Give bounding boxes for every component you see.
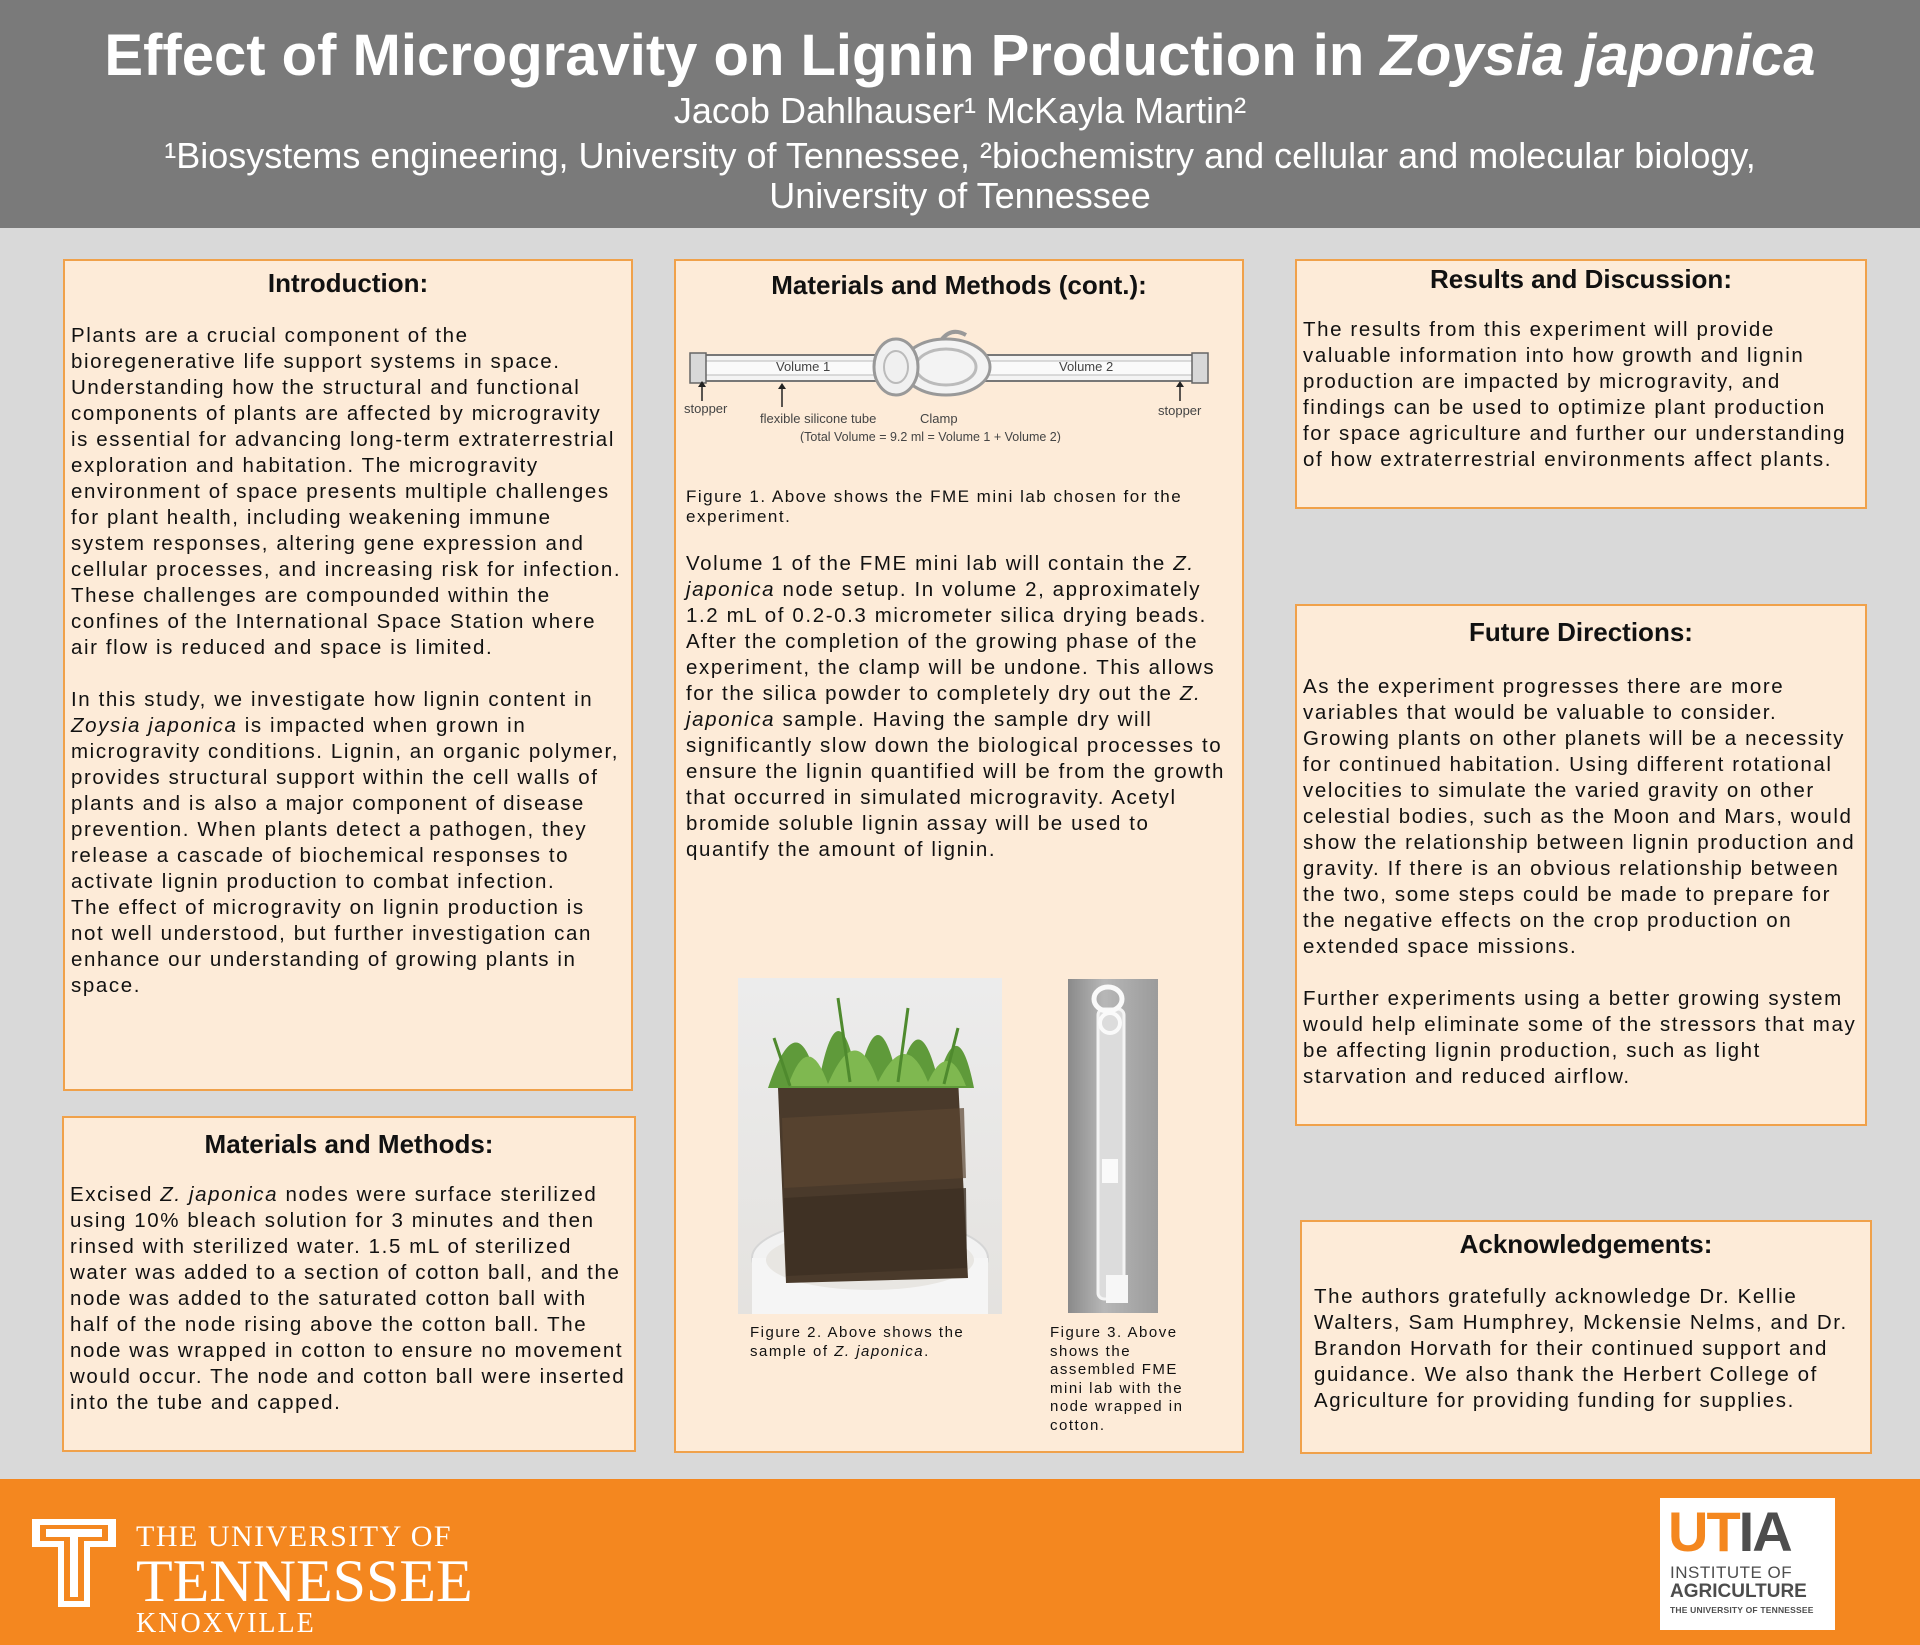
introduction-body xyxy=(65,323,631,999)
utia-logo xyxy=(1660,1498,1835,1630)
utia-line-1: INSTITUTE OF xyxy=(1670,1563,1793,1582)
ut-line-2: TENNESSEE xyxy=(136,1548,473,1614)
title-species: Zoysia japonica xyxy=(1380,23,1816,88)
affiliations xyxy=(0,136,1920,216)
utia-line-3: THE UNIVERSITY OF TENNESSEE xyxy=(1670,1605,1814,1615)
university-wordmark xyxy=(136,1521,473,1639)
fme-mini-lab-photo xyxy=(1068,979,1158,1313)
poster-title xyxy=(0,0,1920,88)
volume-1-label: Volume 1 xyxy=(776,359,831,374)
poster-header xyxy=(0,0,1920,228)
university-of-tennessee-logo xyxy=(28,1509,473,1639)
acknowledgements-title: Acknowledgements: xyxy=(1459,1229,1713,1259)
methods-body xyxy=(64,1182,634,1416)
affiliation-line-1: ¹Biosystems engineering, University of Tennessee, ²biochemistry and cellular and molecular biology, xyxy=(164,135,1756,176)
future-directions-body xyxy=(1297,674,1865,1090)
zoysia-sample-illustration xyxy=(738,978,1002,1314)
fme-mini-lab-diagram xyxy=(684,323,1224,443)
introduction-panel xyxy=(63,259,633,1091)
methods-cont-paragraph-2: After the completion of the growing phase of the experiment, the clamp will be undone. This allows for the silica powder to completely dry out the Z. japonica sample. Having the sample dry will significantly slow down the biological processes to ensure the lignin quantified will be from the growth that occurred in simulated microgravity. Acetyl bromide soluble lignin assay will be used to quantify the amount of lignin. xyxy=(686,630,1226,861)
stopper-left-label: stopper xyxy=(684,401,728,416)
clamp-label: Clamp xyxy=(920,411,958,426)
power-t-icon xyxy=(28,1513,120,1613)
future-directions-panel xyxy=(1295,604,1867,1126)
results-title: Results and Discussion: xyxy=(1430,264,1732,294)
ut-line-3: KNOXVILLE xyxy=(136,1608,316,1639)
fme-mini-lab-illustration xyxy=(1068,979,1158,1313)
affiliation-line-2: University of Tennessee xyxy=(769,175,1151,216)
results-body: The results from this experiment will provide valuable information into how growth and lignin production are impacted by microgravity, and findings can be used to optimize plant production for space agriculture and further our understanding of how extraterrestrial environments affect plants. xyxy=(1303,318,1847,471)
future-directions-paragraph-2: Further experiments using a better growing system would help eliminate some of the stressors that may be affecting lignin production, such as light starvation and reduced airflow. xyxy=(1303,987,1857,1088)
ut-line-1: THE UNIVERSITY OF xyxy=(136,1520,453,1553)
left-stopper-shape xyxy=(690,353,706,383)
future-directions-title: Future Directions: xyxy=(1469,617,1693,647)
total-volume-label: (Total Volume = 9.2 ml = Volume 1 + Volume 2) xyxy=(800,430,1061,443)
authors: Jacob Dahlhauser¹ McKayla Martin² xyxy=(673,90,1247,131)
methods-cont-paragraph-1: Volume 1 of the FME mini lab will contain the Z. japonica node setup. In volume 2, approximately 1.2 mL of 0.2-0.3 micrometer silica drying beads. xyxy=(686,552,1207,627)
poster-footer xyxy=(0,1479,1920,1645)
stopper-right-label: stopper xyxy=(1158,403,1202,418)
zoysia-sample-photo xyxy=(738,978,1002,1314)
methods-cont-body xyxy=(680,551,1240,863)
methods-paragraph: Excised Z. japonica nodes were surface sterilized using 10% bleach solution for 3 minutes and then rinsed with sterilized water. 1.5 mL of sterilized water was added to a section of cotton ball, and the node was added to the saturated cotton ball with half of the node rising above the cotton ball. The node was wrapped in cotton to ensure no movement would occur. The node and cotton ball were inserted into the tube and capped. xyxy=(70,1183,626,1414)
introduction-title: Introduction: xyxy=(267,268,429,298)
methods-cont-panel xyxy=(674,259,1244,1453)
utia-mark: UTIA xyxy=(1668,1500,1791,1563)
clamp-shape xyxy=(874,332,990,395)
acknowledgements-body: The authors gratefully acknowledge Dr. Kellie Walters, Sam Humphrey, Mckensie Nelms, and Dr. Brandon Horvath for their continued support and guidance. We also thank the Herbert College of Agriculture for providing funding for supplies. xyxy=(1314,1285,1848,1412)
figure-3-caption: Figure 3. Above shows the assembled FME mini lab with the node wrapped in cotton. xyxy=(1050,1324,1184,1434)
methods-cont-title: Materials and Methods (cont.): xyxy=(771,270,1147,300)
figure-2-caption: Figure 2. Above shows the sample of Z. japonica. xyxy=(750,1324,965,1360)
methods-panel xyxy=(62,1116,636,1452)
tube-label: flexible silicone tube xyxy=(760,411,877,426)
volume-2-label: Volume 2 xyxy=(1059,359,1114,374)
right-stopper-shape xyxy=(1192,353,1208,383)
future-directions-paragraph-1: As the experiment progresses there are more variables that would be valuable to consider. Growing plants on other planets will be a necessity for continued habitation. Using different rotational velocities to simulate the varied gravity on other celestial bodies, such as the Moon and Mars, would show the relationship between lignin production and gravity. If there is an obvious relationship between the two, some steps could be made to prepare for the negative effects on the crop production on extended space missions. xyxy=(1303,675,1856,958)
introduction-paragraph-2: In this study, we investigate how lignin content in Zoysia japonica is impacted when grown in microgravity conditions. Lignin, an organic polymer, provides structural support within the cell walls of plants and is also a major component of disease prevention. When plants detect a pathogen, they release a cascade of biochemical responses to activate lignin production to combat infection. xyxy=(71,688,620,893)
introduction-paragraph-3: The effect of microgravity on lignin production is not well understood, but further investigation can enhance our understanding of growing plants in space. xyxy=(71,896,593,997)
title-main: Effect of Microgravity on Lignin Production in xyxy=(104,23,1381,88)
utia-line-2: AGRICULTURE xyxy=(1670,1581,1807,1602)
introduction-paragraph-1: Plants are a crucial component of the bioregenerative life support systems in space. Understanding how the structural and functional components of plants are affected by microgravity is essential for advancing long-term extraterrestrial exploration and habitation. The microgravity environment of space presents multiple challenges for plant health, including weakening immune system responses, altering gene expression and cellular processes, and increasing risk for infection. These challenges are compounded within the confines of the International Space Station where air flow is reduced and space is limited. xyxy=(71,324,622,659)
acknowledgements-panel xyxy=(1300,1220,1872,1454)
methods-title: Materials and Methods: xyxy=(204,1129,494,1159)
figure-1-caption: Figure 1. Above shows the FME mini lab chosen for the experiment. xyxy=(686,487,1183,526)
results-panel xyxy=(1295,259,1867,509)
